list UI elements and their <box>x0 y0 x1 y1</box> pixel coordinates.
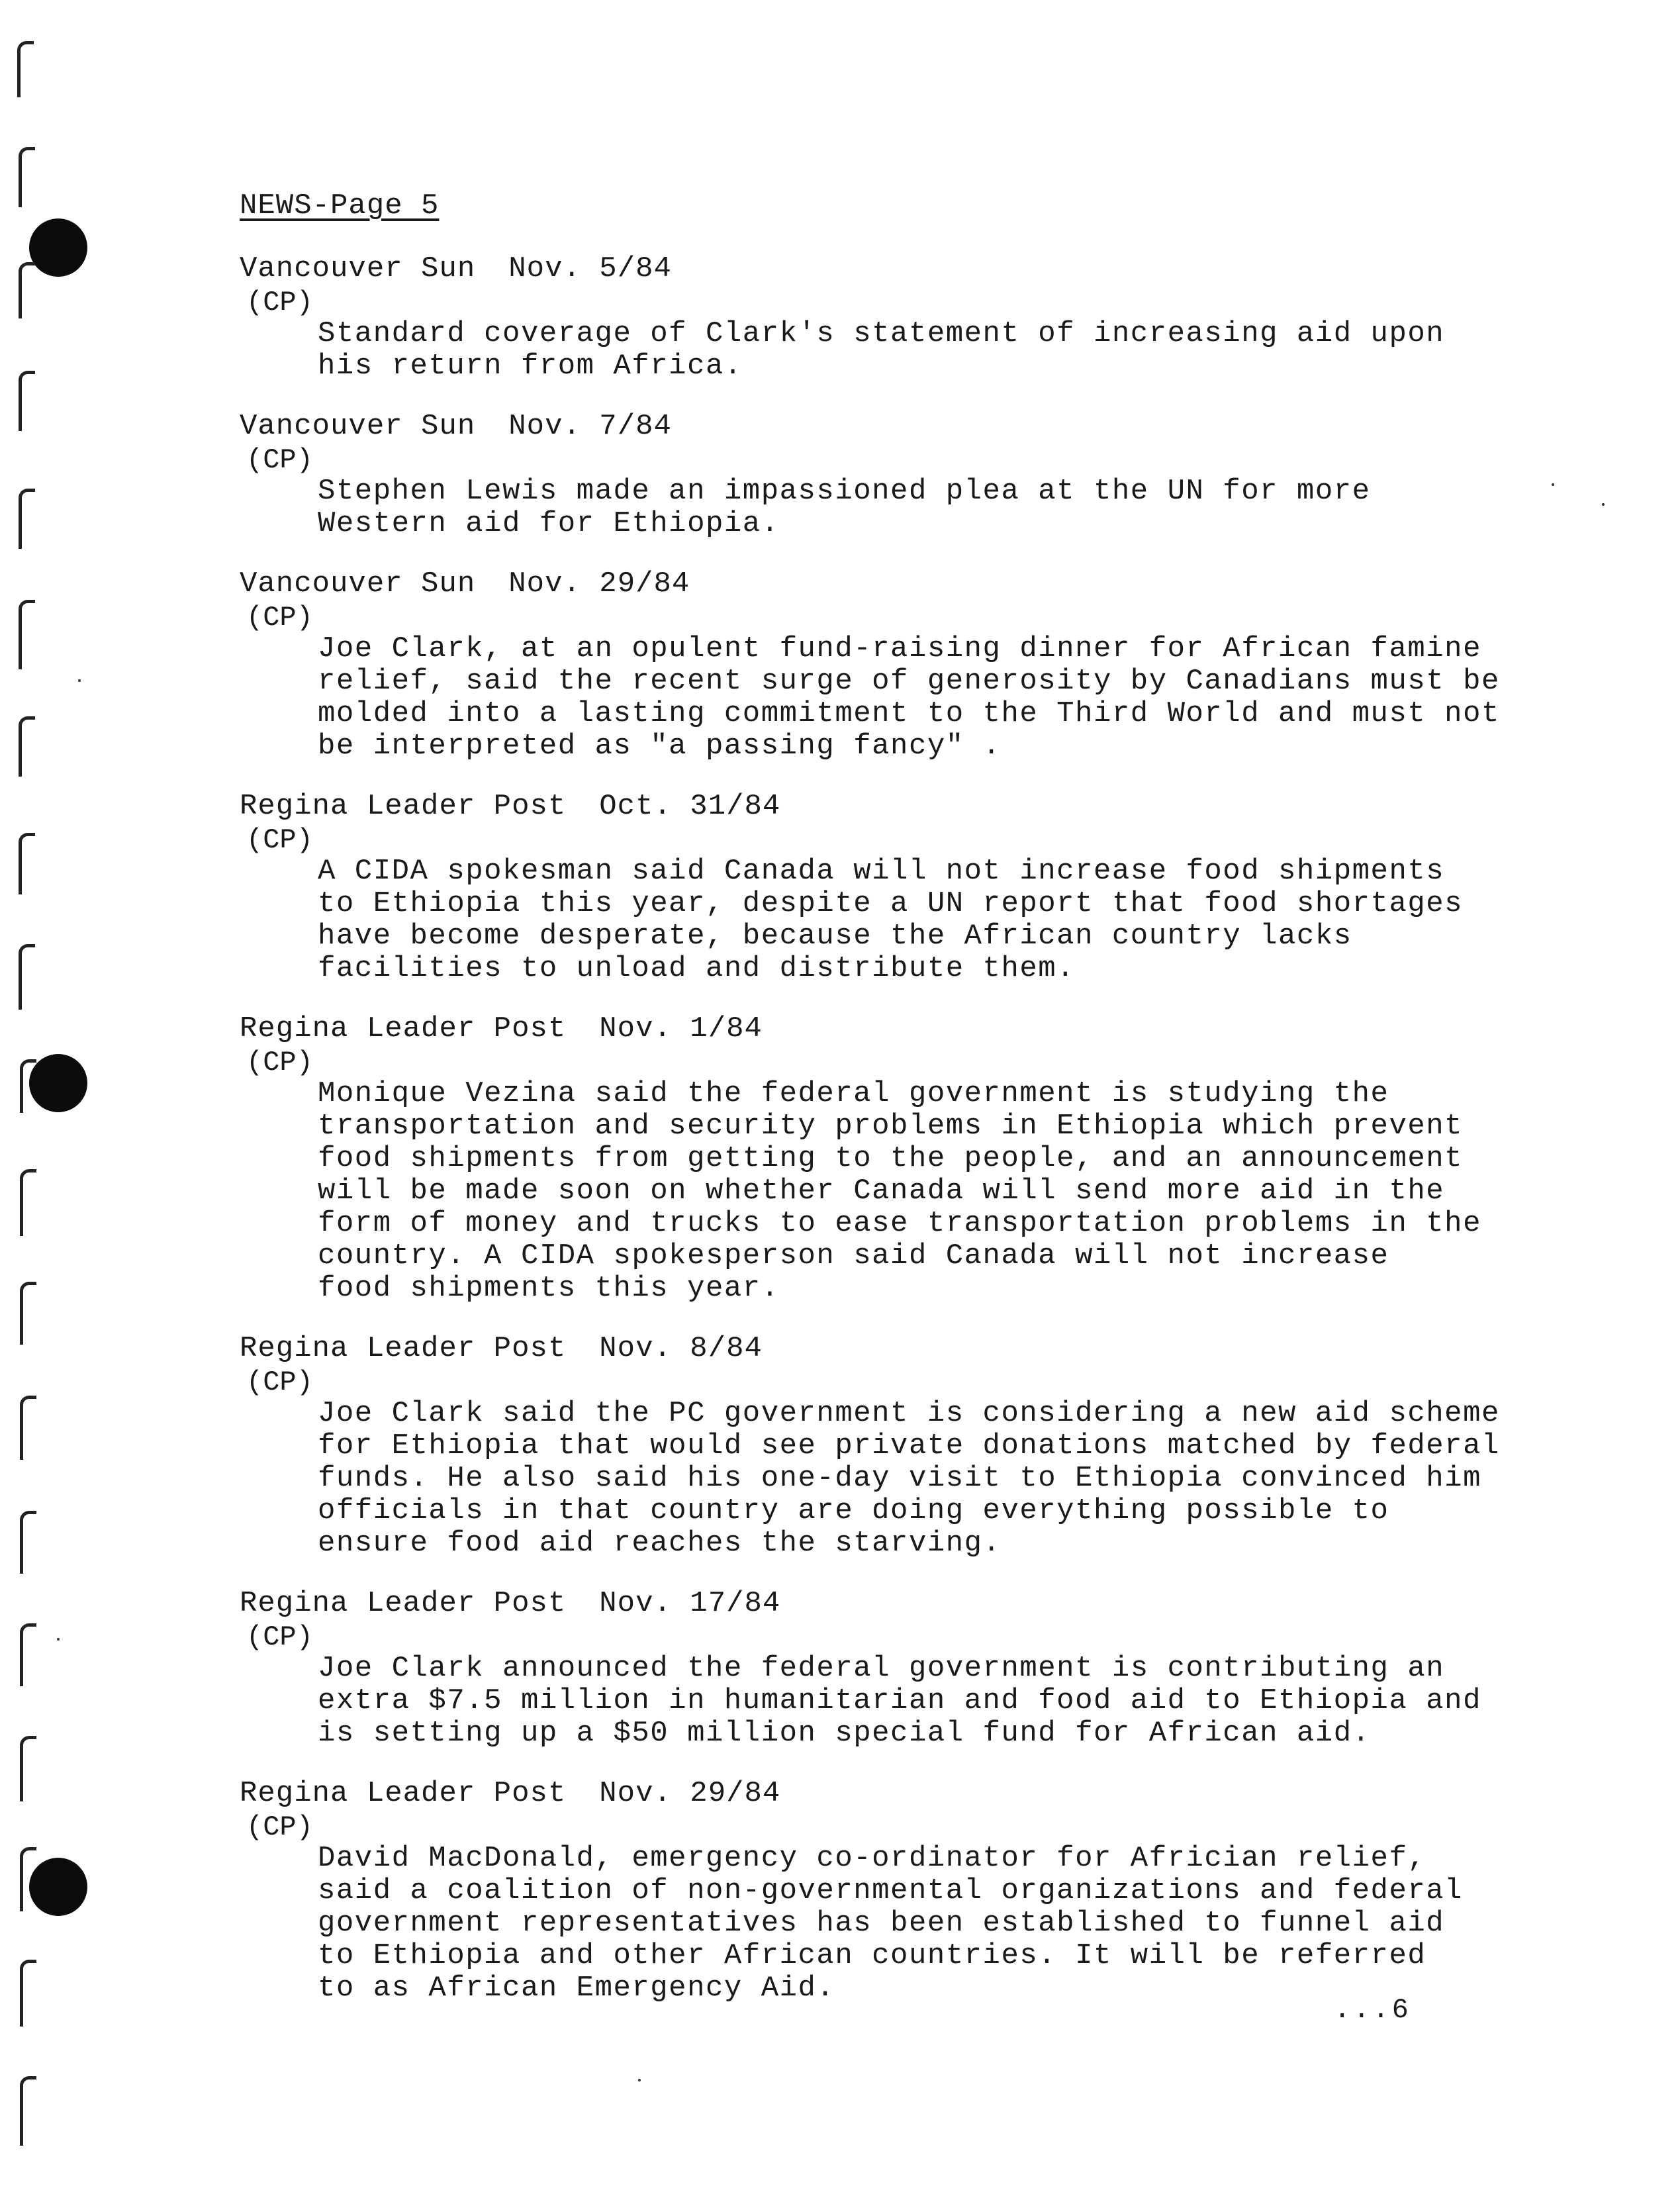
source-date: Oct. 31/84 <box>599 790 781 823</box>
news-entry <box>240 1775 1570 2005</box>
entry-citation <box>240 1585 1570 1622</box>
punch-hole-icon <box>29 1054 87 1112</box>
scan-speck <box>1552 483 1554 486</box>
continuation-marker: ...6 <box>1334 1994 1411 2026</box>
source-date: Nov. 29/84 <box>508 567 690 600</box>
news-entry <box>240 1330 1570 1560</box>
binder-ring-mark <box>19 262 35 318</box>
source-name: Regina Leader Post <box>240 1587 567 1620</box>
binder-ring-mark <box>17 41 34 97</box>
agency-label: (CP) <box>246 287 313 318</box>
binder-ring-mark <box>20 1282 36 1345</box>
scan-speck <box>638 2079 641 2081</box>
binder-ring-mark <box>20 2076 36 2146</box>
binder-ring-mark <box>20 1511 36 1574</box>
entry-summary: Joe Clark announced the federal government is contributing an extra $7.5 million in humanitarian and food aid to Ethiopia and is setting up a $50 million special fund for African aid. <box>318 1652 1481 1750</box>
binder-ring-mark <box>20 1960 36 2027</box>
entry-citation <box>240 565 1570 602</box>
news-entry <box>240 565 1570 763</box>
source-name: Vancouver Sun <box>240 410 476 443</box>
punch-hole-icon <box>29 218 87 277</box>
page-header: NEWS-Page 5 <box>240 189 440 222</box>
entry-citation <box>240 250 1570 287</box>
binder-edge <box>0 0 106 2198</box>
entry-summary: A CIDA spokesman said Canada will not increase food shipments to Ethiopia this year, despite a UN report that food shortages have become desperate, because the African country lacks facilities to unload and distribute them. <box>318 855 1464 985</box>
agency-label: (CP) <box>246 1811 313 1843</box>
binder-ring-mark <box>19 944 35 1010</box>
binder-ring-mark <box>19 147 35 207</box>
entry-citation <box>240 1010 1570 1047</box>
agency-label: (CP) <box>246 824 313 856</box>
source-date: Nov. 5/84 <box>508 252 672 285</box>
entry-summary: Stephen Lewis made an impassioned plea at the UN for more Western aid for Ethiopia. <box>318 475 1371 540</box>
entry-summary: Standard coverage of Clark's statement of increasing aid upon his return from Africa. <box>318 317 1445 383</box>
news-entry <box>240 1585 1570 1750</box>
source-name: Vancouver Sun <box>240 567 476 600</box>
agency-label: (CP) <box>246 1366 313 1398</box>
source-name: Regina Leader Post <box>240 1332 567 1365</box>
entry-citation <box>240 1775 1570 1812</box>
agency-label: (CP) <box>246 444 313 476</box>
binder-ring-mark <box>20 1736 36 1801</box>
punch-hole-icon <box>29 1858 87 1916</box>
agency-label: (CP) <box>246 1621 313 1653</box>
binder-ring-mark <box>19 371 35 431</box>
binder-ring-mark <box>19 833 35 894</box>
binder-ring-mark <box>19 489 35 549</box>
entry-summary: David MacDonald, emergency co-ordinator for Africian relief, said a coalition of non-governmental organizations and federal government representatives has been established to funnel aid to Ethiopia and other African countries. It will be referred to as African Emergency Aid. <box>318 1842 1464 2005</box>
scan-speck <box>78 679 81 682</box>
news-entries <box>240 250 1570 2030</box>
binder-ring-mark <box>19 716 35 777</box>
agency-label: (CP) <box>246 1047 313 1078</box>
source-name: Regina Leader Post <box>240 1777 567 1810</box>
scan-speck <box>57 1638 60 1641</box>
news-entry <box>240 250 1570 383</box>
entry-citation <box>240 1330 1570 1367</box>
source-date: Nov. 17/84 <box>599 1587 781 1620</box>
source-name: Vancouver Sun <box>240 252 476 285</box>
entry-citation <box>240 408 1570 445</box>
scan-speck <box>1602 503 1605 506</box>
source-name: Regina Leader Post <box>240 1012 567 1045</box>
source-date: Nov. 7/84 <box>508 410 672 443</box>
binder-ring-mark <box>20 1623 36 1686</box>
binder-ring-mark <box>20 1169 36 1236</box>
source-name: Regina Leader Post <box>240 790 567 823</box>
binder-ring-mark <box>19 600 35 669</box>
entry-summary: Joe Clark, at an opulent fund-raising dinner for African famine relief, said the recent surge of generosity by Canadians must be molded into a lasting commitment to the Third World and must not be interpreted as "a passing fancy" . <box>318 632 1500 763</box>
news-entry <box>240 788 1570 985</box>
binder-ring-mark <box>20 1396 36 1460</box>
source-date: Nov. 8/84 <box>599 1332 763 1365</box>
entry-summary: Joe Clark said the PC government is considering a new aid scheme for Ethiopia that would see private donations matched by federal funds. He also said his one-day visit to Ethiopia convinced him officials in that country are doing everything possible to ensure food aid reaches the starving. <box>318 1397 1500 1560</box>
entry-citation <box>240 788 1570 825</box>
entry-summary: Monique Vezina said the federal government is studying the transportation and security problems in Ethiopia which prevent food shipments from getting to the people, and an announcement will be made soon on whether Canada will send more aid in the form of money and trucks to ease transportation problems in the country. A CIDA spokesperson said Canada will not increase food shipments this year. <box>318 1077 1481 1305</box>
binder-ring-mark <box>20 1847 36 1911</box>
agency-label: (CP) <box>246 602 313 634</box>
source-date: Nov. 1/84 <box>599 1012 763 1045</box>
news-entry <box>240 1010 1570 1305</box>
binder-ring-mark <box>20 1059 36 1113</box>
news-entry <box>240 408 1570 540</box>
source-date: Nov. 29/84 <box>599 1777 781 1810</box>
